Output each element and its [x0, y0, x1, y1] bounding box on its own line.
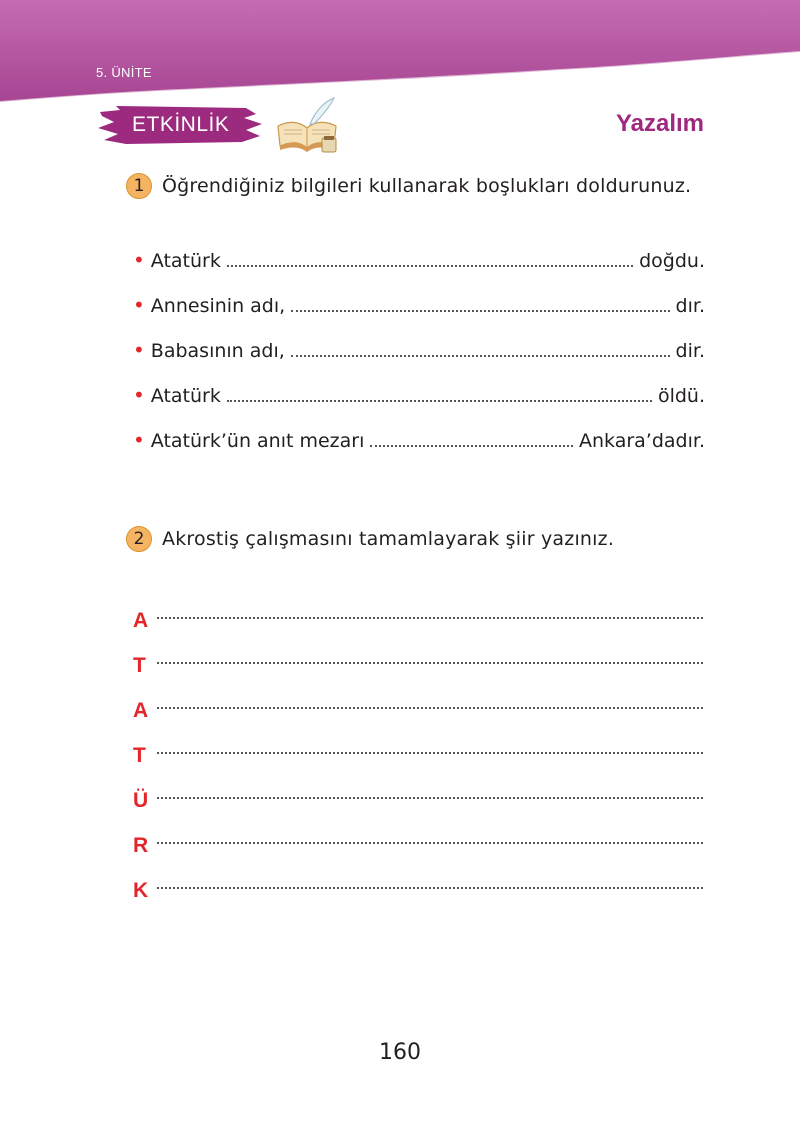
acrostic-letter: K — [133, 879, 149, 902]
bullet-icon: • — [133, 248, 145, 272]
fill-in-prefix: Atatürk — [150, 385, 221, 407]
question-text: Akrostiş çalışmasını tamamlayarak şiir yazınız. — [162, 528, 615, 550]
answer-blank[interactable] — [157, 887, 703, 889]
acrostic-row — [133, 588, 703, 633]
acrostic-letter: Ü — [133, 789, 149, 812]
fill-in-suffix: dir. — [675, 340, 705, 362]
answer-blank[interactable] — [370, 444, 573, 447]
acrostic-letter: A — [133, 609, 149, 632]
answer-blank[interactable] — [157, 752, 703, 754]
fill-in-item — [133, 293, 705, 338]
acrostic-list — [133, 588, 703, 903]
acrostic-row — [133, 723, 703, 768]
fill-in-prefix: Atatürk — [150, 250, 221, 272]
answer-blank[interactable] — [291, 354, 670, 357]
answer-blank[interactable] — [157, 797, 703, 799]
page-number: 160 — [379, 1040, 421, 1065]
bullet-icon: • — [133, 428, 145, 452]
fill-in-suffix: dır. — [675, 295, 705, 317]
acrostic-letter: R — [133, 834, 149, 857]
acrostic-letter: A — [133, 699, 149, 722]
answer-blank[interactable] — [157, 662, 703, 664]
answer-blank[interactable] — [227, 399, 652, 402]
fill-in-suffix: Ankara’dadır. — [579, 430, 705, 452]
acrostic-row — [133, 813, 703, 858]
acrostic-row — [133, 678, 703, 723]
acrostic-row — [133, 633, 703, 678]
bullet-icon: • — [133, 383, 145, 407]
fill-in-prefix: Atatürk’ün anıt mezarı — [150, 430, 365, 452]
answer-blank[interactable] — [157, 617, 703, 619]
acrostic-row — [133, 858, 703, 903]
question-1 — [126, 173, 691, 199]
bullet-icon: • — [133, 338, 145, 362]
header-banner — [0, 0, 800, 110]
answer-blank[interactable] — [157, 842, 703, 844]
question-number-badge: 2 — [126, 526, 152, 552]
fill-in-suffix: doğdu. — [639, 250, 705, 272]
fill-in-item — [133, 428, 705, 473]
question-number-badge: 1 — [126, 173, 152, 199]
acrostic-letter: T — [133, 744, 146, 767]
acrostic-letter: T — [133, 654, 146, 677]
bullet-icon: • — [133, 293, 145, 317]
section-title: Yazalım — [615, 110, 704, 137]
unit-label: 5. ÜNİTE — [96, 65, 152, 80]
answer-blank[interactable] — [227, 264, 633, 267]
activity-badge — [96, 104, 266, 148]
open-book-quill-icon — [272, 96, 342, 158]
fill-in-list — [133, 248, 705, 473]
activity-label: ETKİNLİK — [132, 113, 230, 136]
answer-blank[interactable] — [291, 309, 669, 312]
answer-blank[interactable] — [157, 707, 703, 709]
fill-in-suffix: öldü. — [657, 385, 705, 407]
fill-in-item — [133, 383, 705, 428]
question-2 — [126, 526, 614, 552]
fill-in-item — [133, 338, 705, 383]
acrostic-row — [133, 768, 703, 813]
fill-in-item — [133, 248, 705, 293]
fill-in-prefix: Babasının adı, — [150, 340, 285, 362]
fill-in-prefix: Annesinin adı, — [150, 295, 286, 317]
question-text: Öğrendiğiniz bilgileri kullanarak boşlukları doldurunuz. — [162, 175, 692, 197]
